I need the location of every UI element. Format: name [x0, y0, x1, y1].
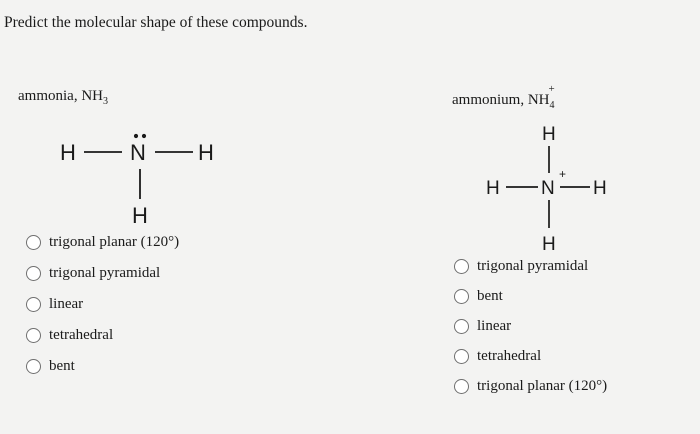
option-label[interactable]: bent: [49, 357, 75, 374]
option-ammonia-1[interactable]: [26, 231, 179, 253]
compound-name-text: ammonia, NH: [18, 88, 103, 104]
options-ammonium: [454, 255, 607, 397]
question-prompt: Predict the molecular shape of these compounds.: [4, 14, 308, 31]
atom-n: N: [541, 178, 555, 199]
option-ammonia-3[interactable]: [26, 293, 179, 315]
radio-button[interactable]: [454, 259, 469, 274]
option-ammonium-4[interactable]: [454, 345, 607, 367]
option-label[interactable]: trigonal planar (120°): [49, 233, 180, 250]
lone-pair-dot: [142, 134, 146, 138]
options-ammonia: [26, 231, 179, 377]
center-charge: +: [559, 167, 567, 181]
option-label[interactable]: trigonal planar (120°): [477, 377, 608, 394]
radio-button[interactable]: [26, 266, 41, 281]
compound-name-ammonia: [18, 88, 108, 107]
atom-h-left: H: [60, 140, 76, 165]
option-ammonia-5[interactable]: [26, 355, 179, 377]
atom-h-right: H: [198, 140, 214, 165]
option-ammonium-3[interactable]: [454, 315, 607, 337]
radio-button[interactable]: [26, 297, 41, 312]
radio-button[interactable]: [454, 349, 469, 364]
option-label[interactable]: linear: [49, 295, 84, 312]
option-label[interactable]: tetrahedral: [49, 326, 114, 343]
atom-n: N: [130, 140, 146, 165]
compound-name-ammonium: [452, 83, 561, 111]
atom-h-right: H: [593, 178, 607, 199]
radio-button[interactable]: [26, 359, 41, 374]
ammonium-lewis-structure: [480, 118, 630, 258]
atom-h-bottom: H: [542, 234, 556, 255]
option-label[interactable]: bent: [477, 287, 503, 304]
radio-button[interactable]: [26, 235, 41, 250]
option-ammonium-5[interactable]: [454, 375, 607, 397]
atom-h-top: H: [542, 124, 556, 145]
option-ammonia-2[interactable]: [26, 262, 179, 284]
option-label[interactable]: trigonal pyramidal: [49, 264, 161, 281]
compound-charge: +: [548, 83, 555, 95]
option-ammonia-4[interactable]: [26, 324, 179, 346]
radio-button[interactable]: [454, 379, 469, 394]
compound-name-text: ammonium, NH: [452, 92, 550, 108]
lone-pair-dot: [134, 134, 138, 138]
compound-name-subscript: 3: [102, 96, 108, 107]
compound-name-subscript: 4: [549, 100, 555, 111]
option-ammonium-2[interactable]: [454, 285, 607, 307]
option-label[interactable]: tetrahedral: [477, 347, 542, 364]
atom-h-bottom: H: [132, 203, 148, 228]
radio-button[interactable]: [454, 289, 469, 304]
option-label[interactable]: linear: [477, 317, 512, 334]
option-label[interactable]: trigonal pyramidal: [477, 257, 589, 274]
radio-button[interactable]: [26, 328, 41, 343]
option-ammonium-1[interactable]: [454, 255, 607, 277]
radio-button[interactable]: [454, 319, 469, 334]
atom-h-left: H: [486, 178, 500, 199]
ammonia-lewis-structure: [50, 125, 230, 235]
